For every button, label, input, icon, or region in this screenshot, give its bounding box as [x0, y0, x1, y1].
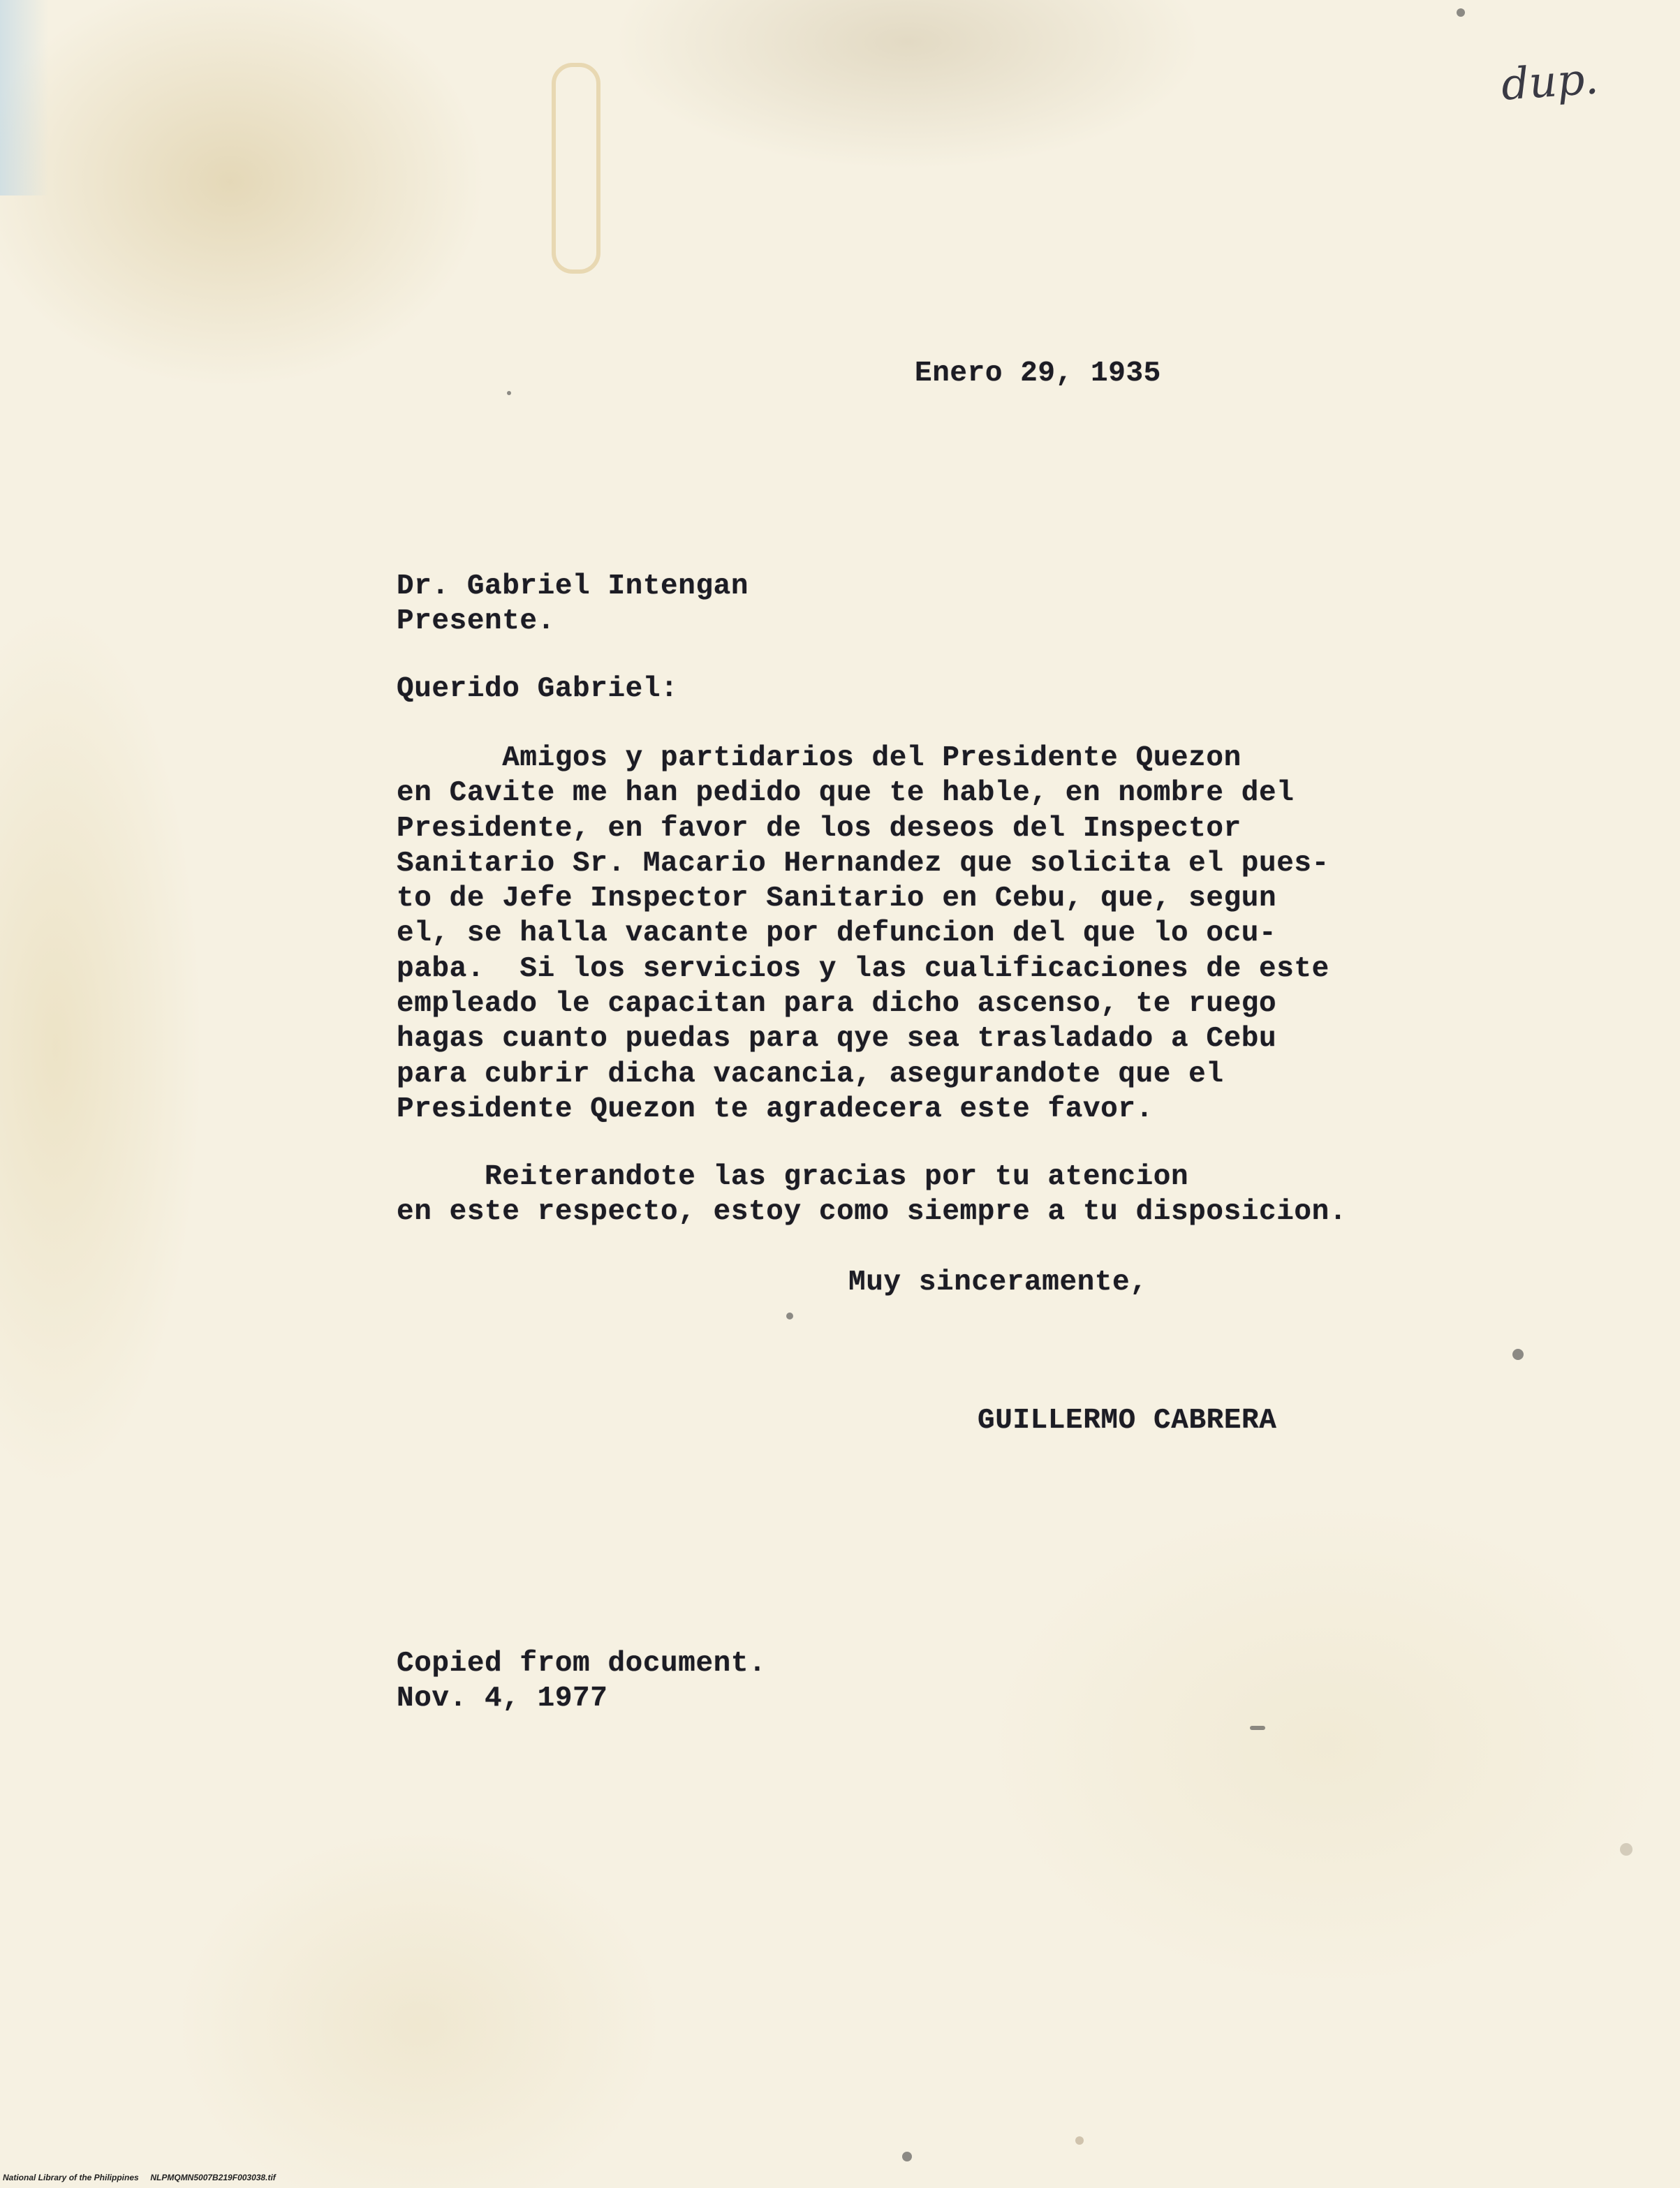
paper-discoloration	[0, 0, 49, 195]
footer-credit: National Library of the Philippines NLPMQMN5007B219F003038.tif	[3, 2173, 276, 2182]
recipient-name: Dr. Gabriel Intengan	[397, 570, 749, 603]
handwritten-note: dup.	[1499, 52, 1600, 110]
closing: Muy sinceramente,	[848, 1266, 1148, 1299]
ink-speck	[1620, 1843, 1633, 1856]
ink-speck	[902, 2152, 912, 2161]
body-paragraph: Amigos y partidarios del Presidente Quezon en Cavite me han pedido que te hable, en nombre del Presidente, en favor de los deseos del Inspector Sanitario Sr. Macario Hernandez que solicita el pues- to de Jefe Inspector Sanitario en Cebu, que, segun el, se halla vacante por defuncion del que lo ocu- paba. Si los servicios y las cualificaciones de este empleado le capacitan para dicho ascenso, te ruego hagas cuanto puedas para qye sea trasladado a Cebu para cubrir dicha vacancia, asegurandote que el Presidente Quezon te agradecera este favor.	[397, 742, 1329, 1125]
ink-speck	[1512, 1349, 1524, 1360]
body-paragraph: Reiterandote las gracias por tu atencion en este respecto, estoy como siempre a tu disposicion.	[397, 1161, 1348, 1228]
letter-date: Enero 29, 1935	[915, 357, 1161, 390]
recipient-location: Presente.	[397, 605, 555, 637]
ink-speck	[507, 391, 511, 395]
ink-speck	[786, 1313, 793, 1320]
ink-speck	[1250, 1726, 1265, 1730]
salutation: Querido Gabriel:	[397, 673, 679, 705]
ink-speck	[1075, 2136, 1084, 2145]
ink-speck	[1457, 8, 1465, 17]
copy-note: Copied from document.	[397, 1648, 767, 1680]
signature-name: GUILLERMO CABRERA	[978, 1405, 1277, 1437]
copy-date: Nov. 4, 1977	[397, 1683, 608, 1715]
paperclip-stain	[552, 63, 600, 274]
